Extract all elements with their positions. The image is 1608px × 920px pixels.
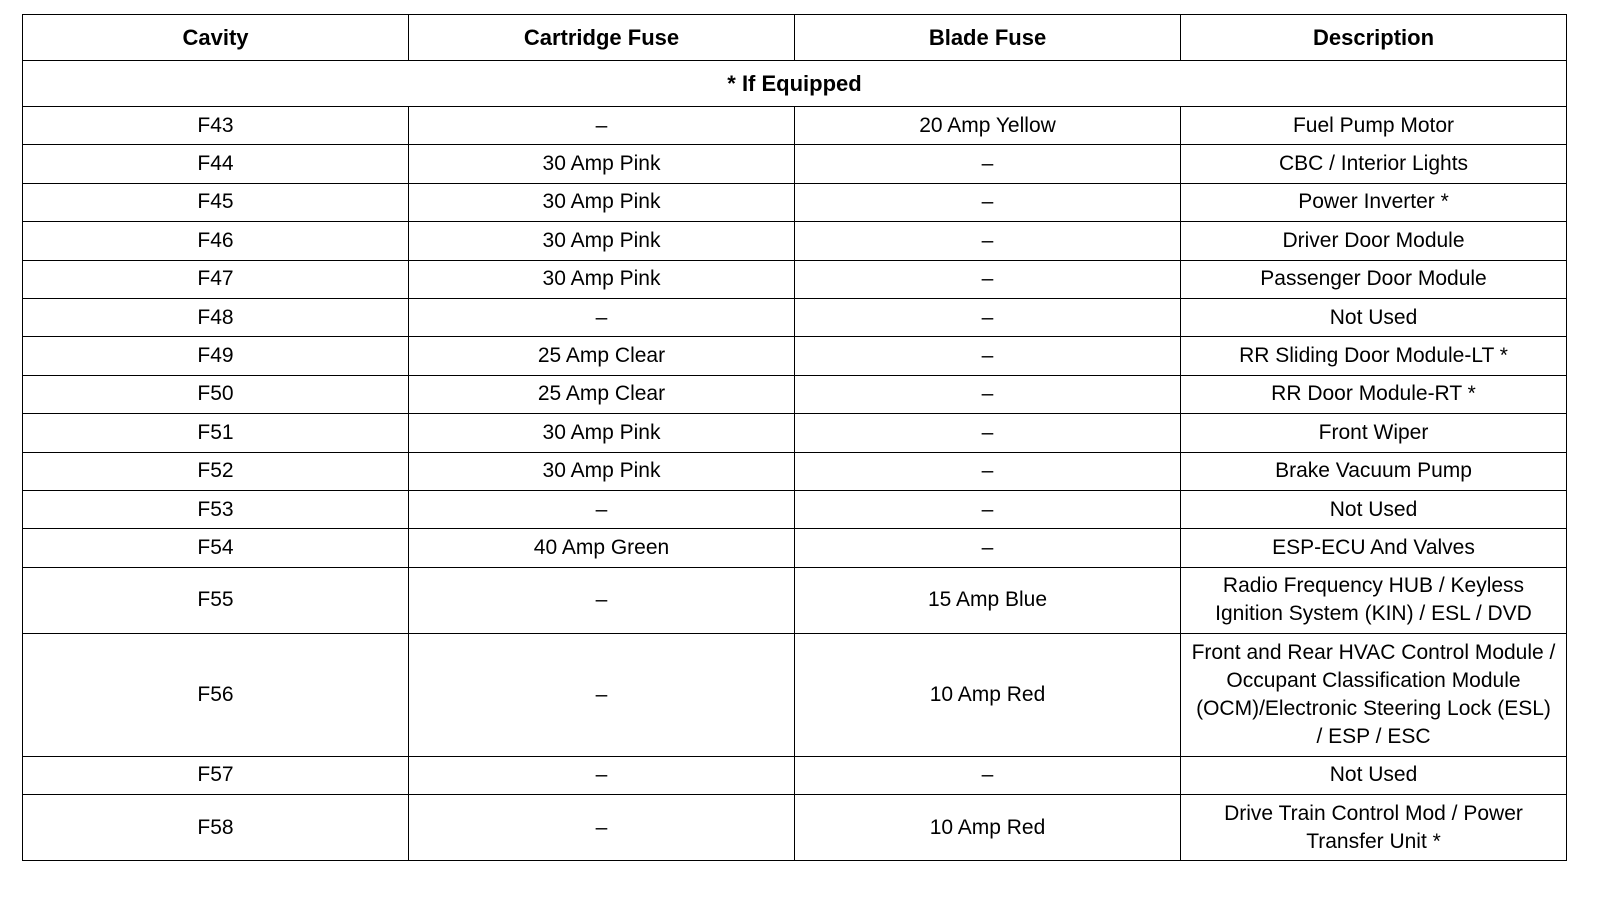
cartridge-fuse-cell: – xyxy=(409,634,795,757)
blade-fuse-cell: – xyxy=(795,756,1181,794)
cartridge-fuse-cell: 40 Amp Green xyxy=(409,529,795,567)
cavity-cell: F53 xyxy=(23,490,409,528)
cavity-cell: F45 xyxy=(23,183,409,221)
cavity-cell: F56 xyxy=(23,634,409,757)
cavity-cell: F52 xyxy=(23,452,409,490)
cavity-cell: F57 xyxy=(23,756,409,794)
table-row xyxy=(23,337,1567,375)
table-row xyxy=(23,375,1567,413)
blade-fuse-cell: – xyxy=(795,298,1181,336)
cavity-cell: F49 xyxy=(23,337,409,375)
cavity-cell: F47 xyxy=(23,260,409,298)
description-cell: Not Used xyxy=(1181,490,1567,528)
description-cell: Passenger Door Module xyxy=(1181,260,1567,298)
table-row xyxy=(23,529,1567,567)
table-row xyxy=(23,756,1567,794)
description-cell: Power Inverter * xyxy=(1181,183,1567,221)
cavity-cell: F54 xyxy=(23,529,409,567)
cavity-cell: F58 xyxy=(23,795,409,861)
header-cavity: Cavity xyxy=(23,15,409,61)
note-row xyxy=(23,61,1567,107)
description-cell: Driver Door Module xyxy=(1181,222,1567,260)
table-row xyxy=(23,298,1567,336)
cavity-cell: F44 xyxy=(23,145,409,183)
fuse-table xyxy=(22,14,1567,861)
cavity-cell: F55 xyxy=(23,567,409,634)
if-equipped-note: * If Equipped xyxy=(23,61,1567,107)
description-cell: Fuel Pump Motor xyxy=(1181,107,1567,145)
header-description: Description xyxy=(1181,15,1567,61)
table-row xyxy=(23,490,1567,528)
description-cell: Brake Vacuum Pump xyxy=(1181,452,1567,490)
cartridge-fuse-cell: 25 Amp Clear xyxy=(409,375,795,413)
cartridge-fuse-cell: – xyxy=(409,795,795,861)
cartridge-fuse-cell: 30 Amp Pink xyxy=(409,414,795,452)
table-row xyxy=(23,183,1567,221)
blade-fuse-cell: – xyxy=(795,183,1181,221)
header-blade-fuse: Blade Fuse xyxy=(795,15,1181,61)
blade-fuse-cell: – xyxy=(795,375,1181,413)
table-row xyxy=(23,260,1567,298)
cartridge-fuse-cell: – xyxy=(409,107,795,145)
cartridge-fuse-cell: 30 Amp Pink xyxy=(409,145,795,183)
cavity-cell: F51 xyxy=(23,414,409,452)
cartridge-fuse-cell: – xyxy=(409,490,795,528)
table-row xyxy=(23,795,1567,861)
description-cell: RR Door Module-RT * xyxy=(1181,375,1567,413)
table-row xyxy=(23,145,1567,183)
description-cell: Radio Frequency HUB / Keyless Ignition System (KIN) / ESL / DVD xyxy=(1181,567,1567,634)
cavity-cell: F46 xyxy=(23,222,409,260)
cartridge-fuse-cell: 30 Amp Pink xyxy=(409,452,795,490)
cavity-cell: F48 xyxy=(23,298,409,336)
blade-fuse-cell: – xyxy=(795,222,1181,260)
cartridge-fuse-cell: 25 Amp Clear xyxy=(409,337,795,375)
cartridge-fuse-cell: – xyxy=(409,756,795,794)
blade-fuse-cell: – xyxy=(795,452,1181,490)
blade-fuse-cell: 20 Amp Yellow xyxy=(795,107,1181,145)
cartridge-fuse-cell: – xyxy=(409,298,795,336)
description-cell: Drive Train Control Mod / Power Transfer Unit * xyxy=(1181,795,1567,861)
blade-fuse-cell: 10 Amp Red xyxy=(795,795,1181,861)
description-cell: Not Used xyxy=(1181,756,1567,794)
header-cartridge-fuse: Cartridge Fuse xyxy=(409,15,795,61)
blade-fuse-cell: – xyxy=(795,337,1181,375)
cartridge-fuse-cell: – xyxy=(409,567,795,634)
description-cell: Front Wiper xyxy=(1181,414,1567,452)
table-row xyxy=(23,634,1567,757)
description-cell: ESP-ECU And Valves xyxy=(1181,529,1567,567)
cavity-cell: F43 xyxy=(23,107,409,145)
blade-fuse-cell: – xyxy=(795,529,1181,567)
description-cell: Not Used xyxy=(1181,298,1567,336)
description-cell: CBC / Interior Lights xyxy=(1181,145,1567,183)
blade-fuse-cell: – xyxy=(795,145,1181,183)
header-row xyxy=(23,15,1567,61)
table-row xyxy=(23,567,1567,634)
cavity-cell: F50 xyxy=(23,375,409,413)
table-row xyxy=(23,107,1567,145)
blade-fuse-cell: 15 Amp Blue xyxy=(795,567,1181,634)
cartridge-fuse-cell: 30 Amp Pink xyxy=(409,260,795,298)
blade-fuse-cell: – xyxy=(795,490,1181,528)
cartridge-fuse-cell: 30 Amp Pink xyxy=(409,222,795,260)
cartridge-fuse-cell: 30 Amp Pink xyxy=(409,183,795,221)
table-row xyxy=(23,452,1567,490)
table-row xyxy=(23,222,1567,260)
description-cell: RR Sliding Door Module-LT * xyxy=(1181,337,1567,375)
description-cell: Front and Rear HVAC Control Module / Occupant Classification Module (OCM)/Electronic Steering Lock (ESL) / ESP / ESC xyxy=(1181,634,1567,757)
blade-fuse-cell: 10 Amp Red xyxy=(795,634,1181,757)
blade-fuse-cell: – xyxy=(795,260,1181,298)
table-row xyxy=(23,414,1567,452)
blade-fuse-cell: – xyxy=(795,414,1181,452)
